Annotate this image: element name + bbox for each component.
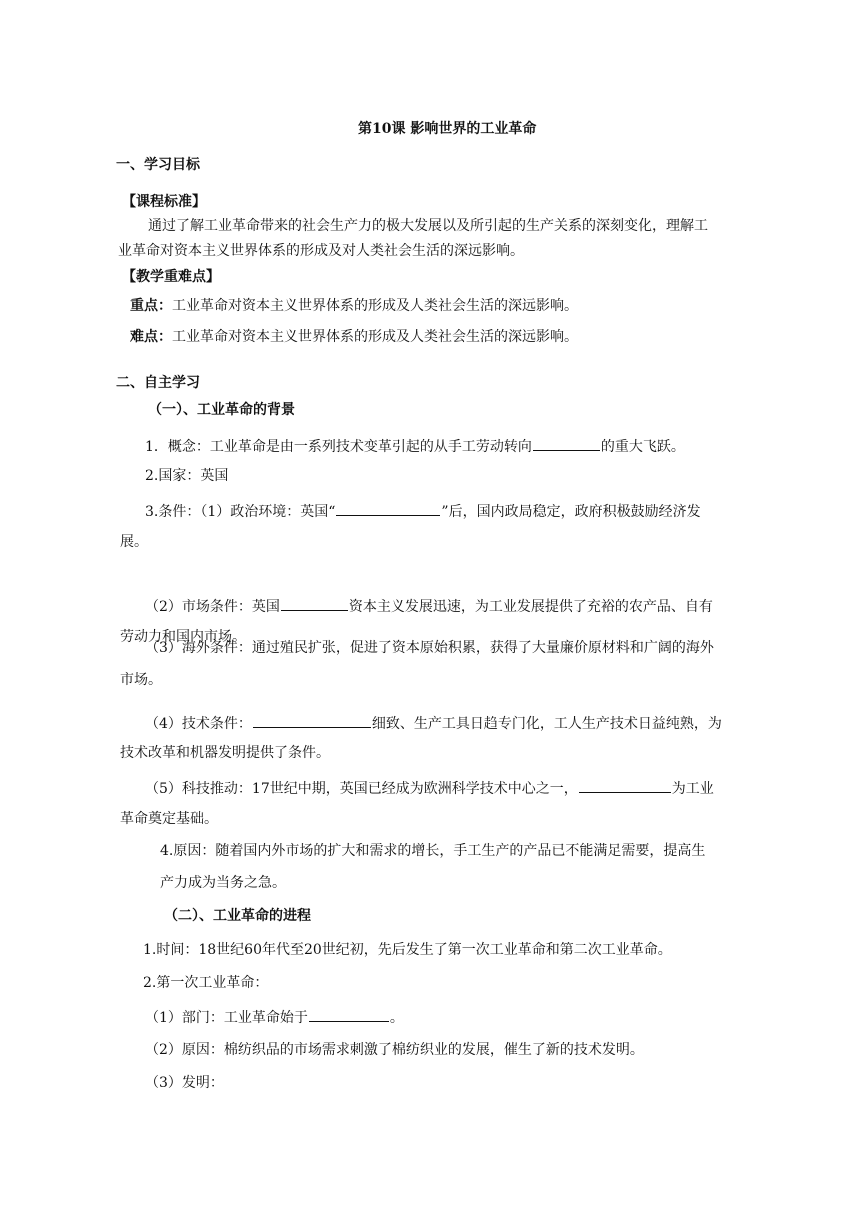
- fill-blank[interactable]: [533, 436, 600, 451]
- item-science-text-b: 为工业: [671, 781, 714, 797]
- curriculum-standard-label: 【课程标准】: [122, 194, 206, 210]
- fill-blank[interactable]: [309, 1007, 389, 1022]
- item-technology-text-b: 细致、生产工具日趋专门化，工人生产技术日益纯熟，为: [371, 716, 722, 732]
- fill-blank[interactable]: [281, 596, 348, 611]
- subheading-process: （二）、工业革命的进程: [164, 908, 311, 924]
- item-conditions-text-a: 3.条件：（1）政治环境：英国“: [145, 504, 336, 520]
- difficult-point-label: 难点：: [130, 329, 172, 345]
- item-conditions-text-b: ”后，国内政局稳定，政府积极鼓励经济发: [441, 504, 701, 520]
- item-technology: [145, 713, 722, 733]
- fill-blank[interactable]: [253, 713, 371, 728]
- item-conditions: [145, 501, 701, 521]
- first-revolution-inventions: （3）发明：: [145, 1075, 224, 1091]
- item-market-text-b: 资本主义发展迅速，为工业发展提供了充裕的农产品、自有: [348, 599, 713, 615]
- section-heading-self-study: 二、自主学习: [116, 375, 200, 391]
- first-revolution: 2.第一次工业革命：: [143, 975, 269, 991]
- curriculum-text-line-1: 通过了解工业革命带来的社会生产力的极大发展以及所引起的生产关系的深刻变化，理解工: [148, 218, 708, 234]
- first-revolution-reason: （2）原因：棉纺织品的市场需求刺激了棉纺织业的发展，催生了新的技术发明。: [145, 1042, 644, 1058]
- item-reason-cont: 产力成为当务之急。: [160, 875, 286, 891]
- first-revolution-sector: [145, 1007, 404, 1027]
- first-revolution-sector-text-b: 。: [389, 1010, 404, 1026]
- section-heading-objectives: 一、学习目标: [116, 157, 200, 173]
- item-concept-text-a: 1．概念：工业革命是由一系列技术变革引起的从手工劳动转向: [145, 439, 532, 455]
- item-country: 2.国家：英国: [145, 468, 229, 484]
- key-difficult-label: 【教学重难点】: [122, 269, 220, 285]
- item-market: [145, 596, 713, 616]
- curriculum-text-line-2: 业革命对资本主义世界体系的形成及对人类社会生活的深远影响。: [118, 243, 524, 259]
- item-overseas-cont: 市场。: [120, 672, 162, 688]
- difficult-point-text: 工业革命对资本主义世界体系的形成及人类社会生活的深远影响。: [172, 329, 578, 345]
- item-science-cont: 革命奠定基础。: [120, 811, 218, 827]
- fill-blank[interactable]: [336, 501, 440, 516]
- process-time: 1.时间：18世纪60年代至20世纪初，先后发生了第一次工业革命和第二次工业革命。: [143, 942, 672, 958]
- page-title: 第10课 影响世界的工业革命: [358, 121, 537, 137]
- item-science: [145, 778, 714, 798]
- key-point: [130, 297, 578, 315]
- item-overseas: （3）海外条件：通过殖民扩张，促进了资本原始积累，获得了大量廉价原材料和广阔的海外: [145, 640, 714, 656]
- item-technology-text-a: （4）技术条件：: [145, 716, 252, 732]
- first-revolution-sector-text-a: （1）部门：工业革命始于: [145, 1010, 308, 1026]
- item-reason: 4.原因：随着国内外市场的扩大和需求的增长，手工生产的产品已不能满足需要，提高生: [160, 843, 706, 859]
- item-conditions-cont: 展。: [120, 534, 148, 550]
- item-science-text-a: （5）科技推动：17世纪中期，英国已经成为欧洲科学技术中心之一，: [145, 781, 578, 797]
- key-point-text: 工业革命对资本主义世界体系的形成及人类社会生活的深远影响。: [172, 298, 578, 314]
- item-concept: [145, 436, 685, 456]
- difficult-point: [130, 328, 578, 346]
- item-market-cont: 劳动力和国内市场。: [120, 629, 246, 645]
- item-concept-text-b: 的重大飞跃。: [600, 439, 685, 455]
- fill-blank[interactable]: [579, 778, 671, 793]
- key-point-label: 重点：: [130, 298, 172, 314]
- subheading-background: （一）、工业革命的背景: [148, 402, 295, 418]
- item-technology-cont: 技术改革和机器发明提供了条件。: [120, 745, 330, 761]
- item-market-text-a: （2）市场条件：英国: [145, 599, 280, 615]
